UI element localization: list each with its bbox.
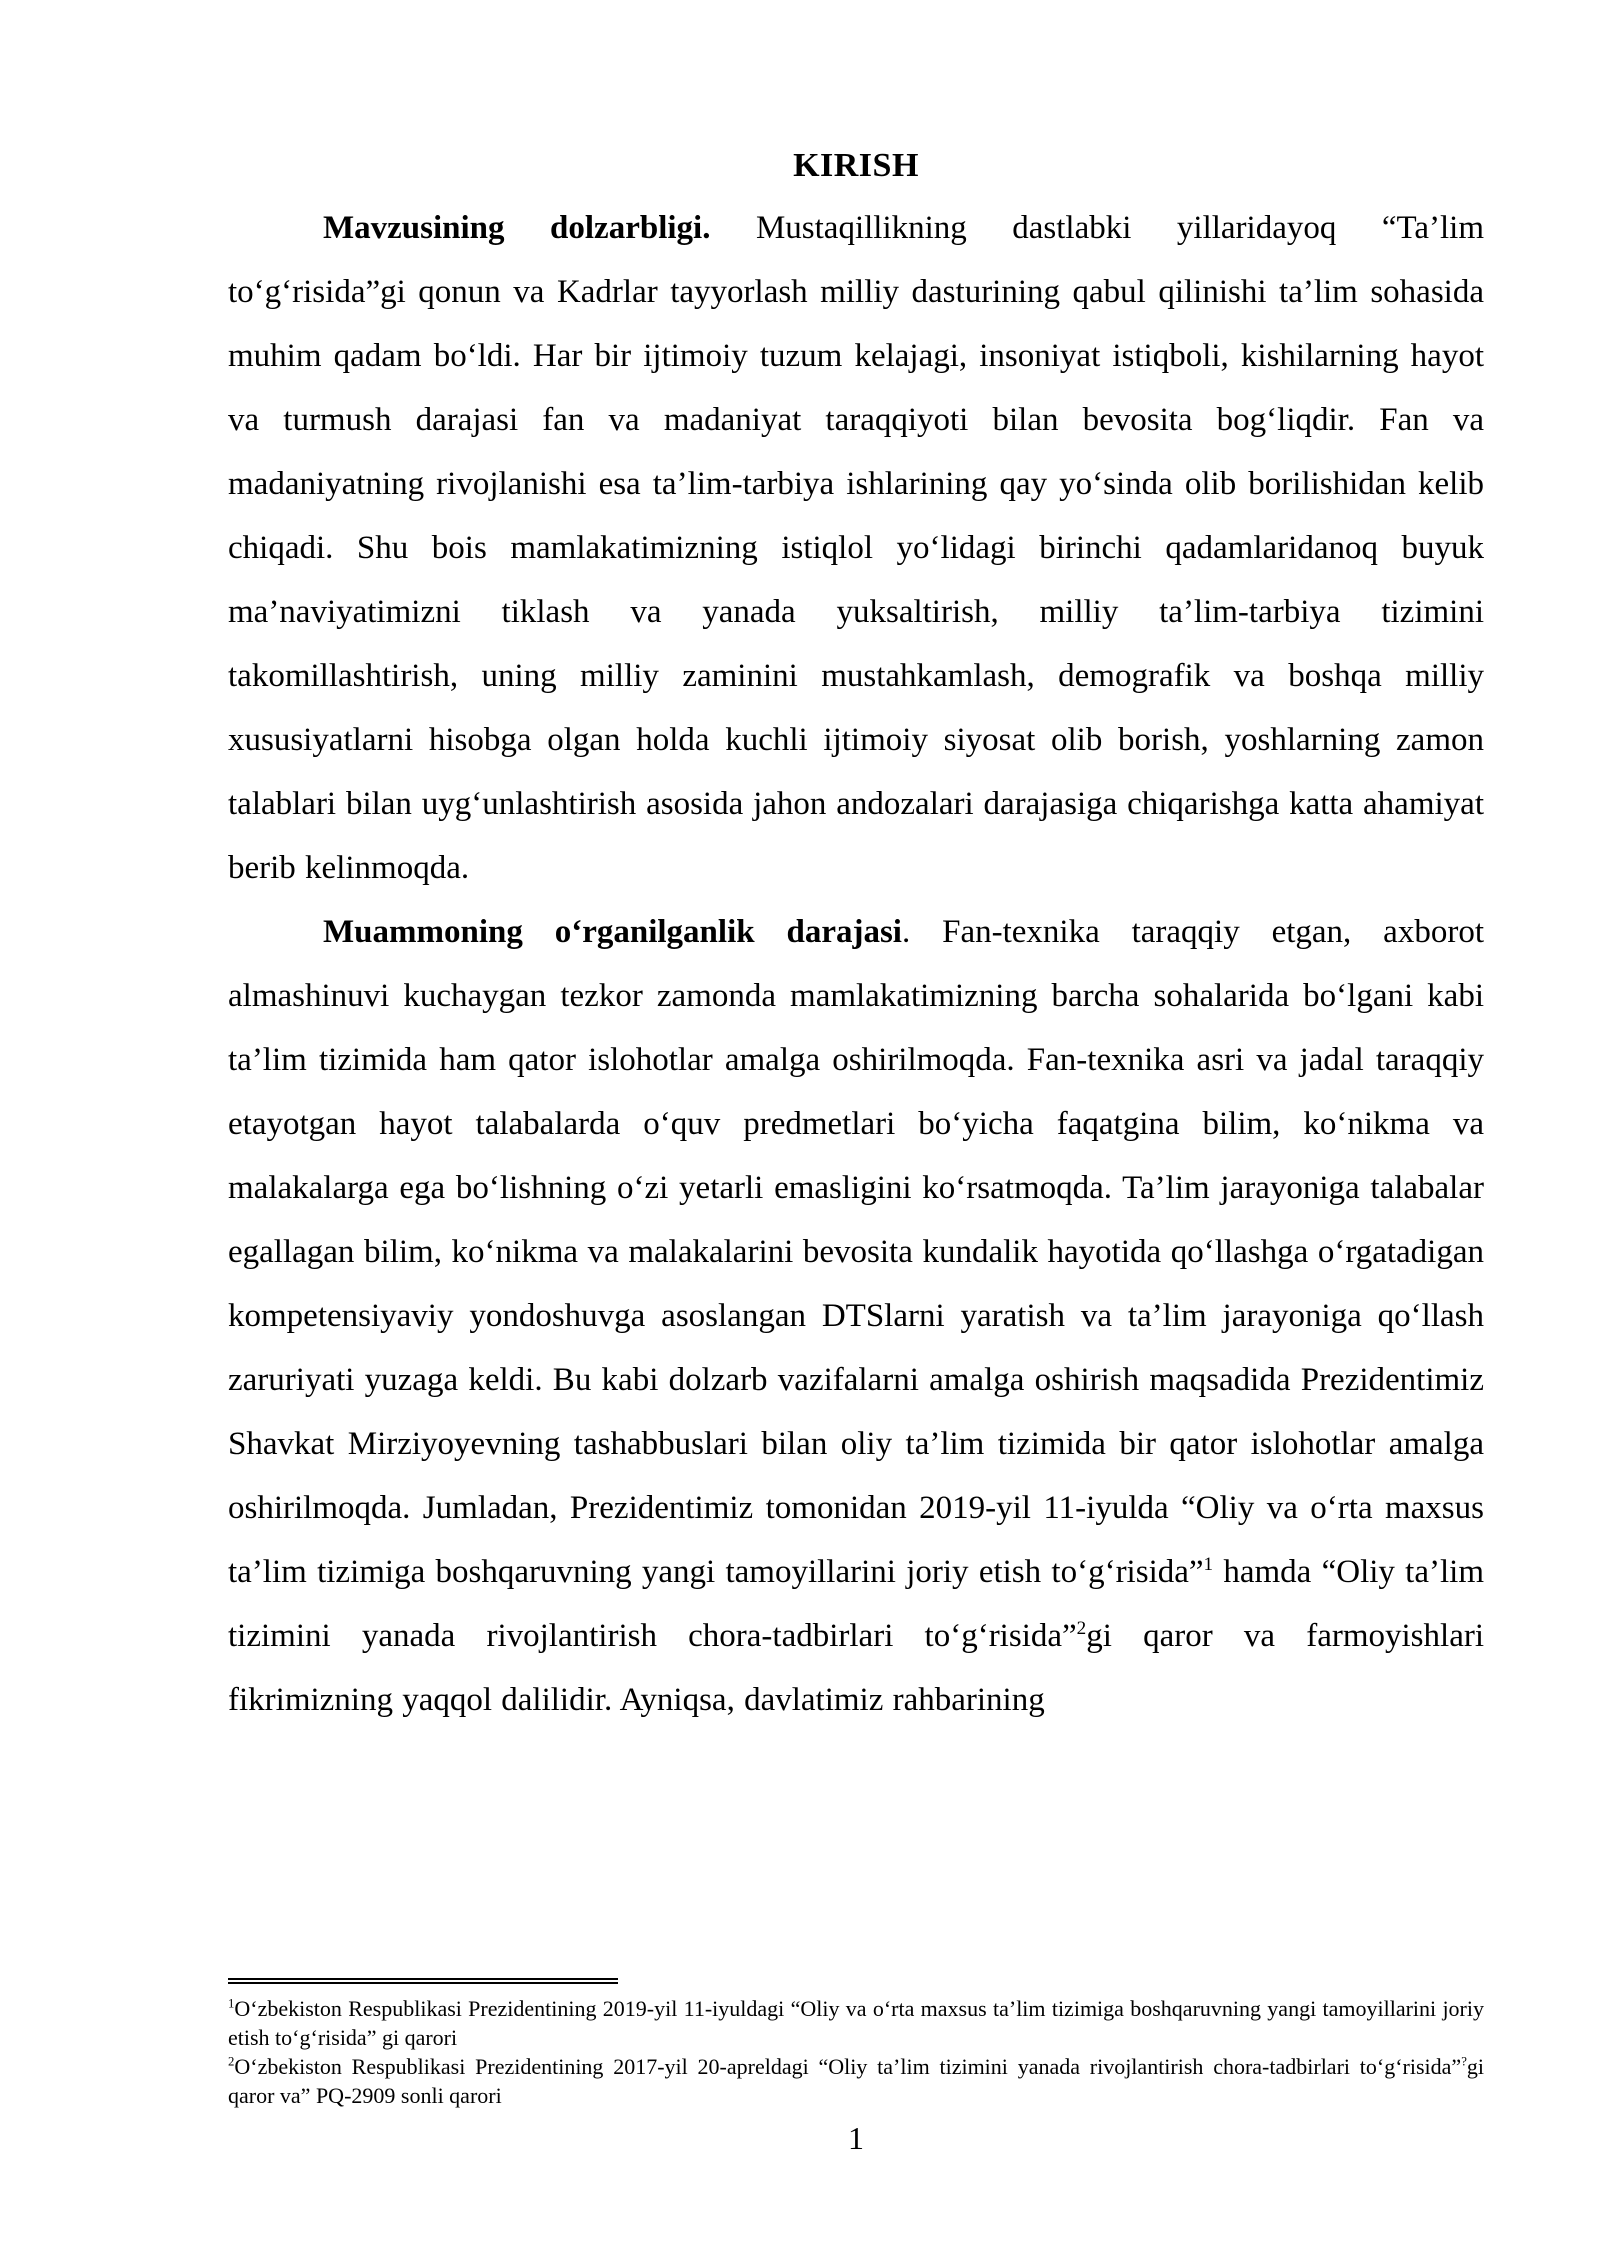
- text-run: O‘zbekiston Respublikasi Prezidentining 2019-yil 11-iyuldagi “Oliy va o‘rta maxsus ta’lim tizimiga boshqaruvning yangi tamoyillarini joriy etish to‘g‘risida” gi qarori: [228, 1996, 1484, 2050]
- text-run: gi qaror va” PQ-2909 sonli qarori: [228, 2054, 1484, 2108]
- text-run: Mustaqillikning dastlabki yillaridayoq “Ta’lim to‘g‘risida”gi qonun va Kadrlar tayyorlash milliy dasturining qabul qilinishi ta’lim sohasida muhim qadam bo‘ldi. Har bir ijtimoiy tuzum kelajagi, insoniyat istiqboli, kishilarning hayot va turmush darajasi fan va madaniyat taraqqiyoti bilan bevosita bog‘liqdir. Fan va madaniyatning rivojlanishi esa ta’lim-tarbiya ishlarining qay yo‘sinda olib borilishidan kelib chiqadi. Shu bois mamlakatimizning istiqlol yo‘lidagi birinchi qadamlaridanoq buyuk ma’naviyatimizni tiklash va yanada yuksaltirish, milliy ta’lim-tarbiya tizimini takomillashtirish, uning milliy zaminini mustahkamlash, demografik va boshqa milliy xususiyatlarni hisobga olgan holda kuchli ijtimoiy siyosat olib borish, yoshlarning zamon talablari bilan uyg‘unlashtirish asosida jahon andozalari darajasiga chiqarishga katta ahamiyat berib kelinmoqda.: [228, 210, 1484, 886]
- text-run: hamda “Oliy ta’lim tizimini yanada rivojlantirish chora-tadbirlari to‘g‘risida”: [228, 1554, 1484, 1654]
- text-run: O‘zbekiston Respublikasi Prezidentining 2017-yil 20-apreldagi “Oliy ta’lim tizimini yanada rivojlantirish chora-tadbirlari to‘g‘risida”: [234, 2054, 1462, 2079]
- page-number: 1: [848, 2120, 864, 2156]
- footnote-number-superscript: 1: [228, 1996, 235, 2011]
- page-title: KIRISH: [793, 147, 919, 184]
- footnote-ref-superscript: 2: [1076, 1618, 1087, 1639]
- footnote-1: [228, 1994, 1484, 2052]
- footnote-2: [228, 2052, 1484, 2110]
- footnote-separator: [228, 1978, 618, 1984]
- footnote-ref-superscript: 1: [1203, 1554, 1214, 1575]
- paragraph-mavzusining-dolzarbligi: [228, 196, 1484, 900]
- footnote-number-superscript: 2: [228, 2054, 235, 2069]
- text-run: gi qaror va farmoyishlari fikrimizning yaqqol dalilidir. Ayniqsa, davlatimiz rahbarining: [228, 1618, 1484, 1718]
- page-content: [228, 136, 1484, 1732]
- text-run: . Fan-texnika taraqqiy etgan, axborot almashinuvi kuchaygan tezkor zamonda mamlakatimizning barcha sohalarida bo‘lgani kabi ta’lim tizimida ham qator islohotlar amalga oshirilmoqda. Fan-texnika asri va jadal taraqqiy etayotgan hayot talabalarda o‘quv predmetlari bo‘yicha faqatgina bilim, ko‘nikma va malakalarga ega bo‘lishning o‘zi yetarli emasligini ko‘rsatmoqda. Ta’lim jarayoniga talabalar egallagan bilim, ko‘nikma va malakalarini bevosita kundalik hayotida qo‘llashga o‘rgatadigan kompetensiyaviy yondoshuvga asoslangan DTSlarni yaratish va ta’lim jarayoniga qo‘llash zaruriyati yuzaga keldi. Bu kabi dolzarb vazifalarni amalga oshirish maqsadida Prezidentimiz Shavkat Mirziyoyevning tashabbuslari bilan oliy ta’lim tizimida bir qator islohotlar amalga oshirilmoqda. Jumladan, Prezidentimiz tomonidan 2019-yil 11-iyulda “Oliy va o‘rta maxsus ta’lim tizimiga boshqaruvning yangi tamoyillarini joriy etish to‘g‘risida”: [228, 914, 1484, 1590]
- footnote-list: [228, 1994, 1484, 2110]
- body-text: [228, 196, 1484, 1732]
- footnote-number-superscript: ?: [1461, 2054, 1467, 2069]
- footnote-area: [228, 1978, 1484, 2110]
- bold-lead-text: Muammoning o‘rganilganlik darajasi: [323, 914, 902, 950]
- bold-lead-text: Mavzusining dolzarbligi.: [323, 210, 711, 246]
- paragraph-muammoning-organilganlik-darajasi: [228, 900, 1484, 1732]
